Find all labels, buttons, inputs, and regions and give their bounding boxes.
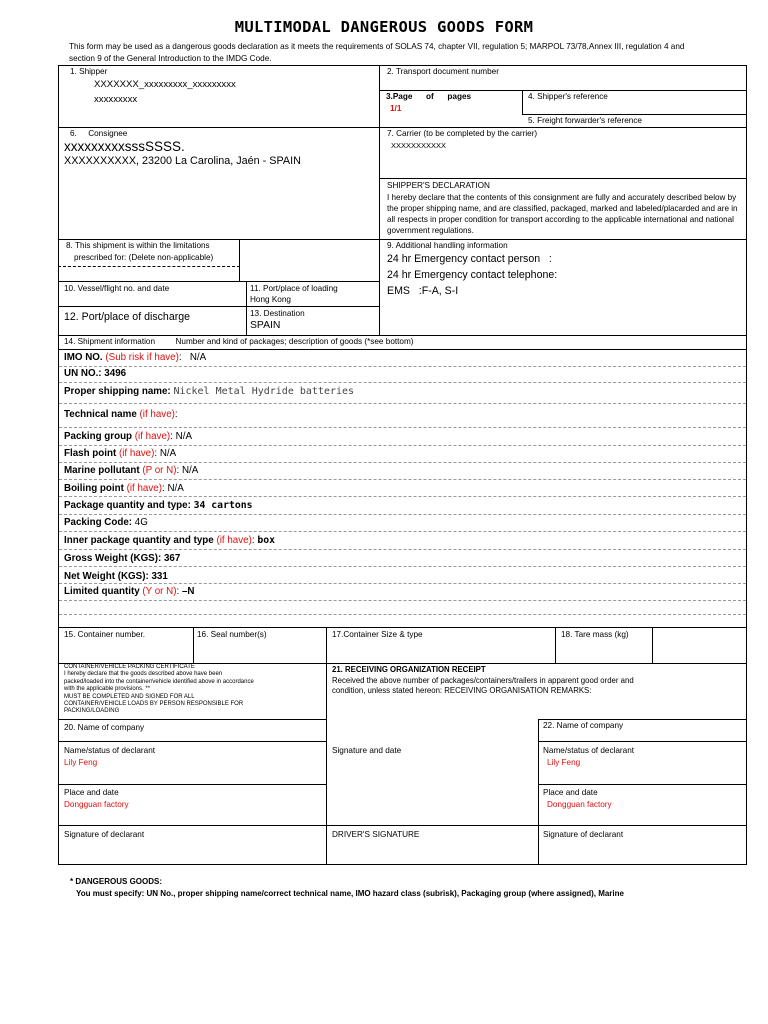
page-value[interactable]: 1/1 [390,104,402,113]
vessel-label: 10. Vessel/flight no. and date [64,284,170,293]
footnote-text: You must specify: UN No., proper shipping name/correct technical name, IMO hazard class (subrisk), Packaging group (where assigned), Marine [76,889,624,898]
page-label: 3.Page of pages [386,92,472,101]
declarant-name-left[interactable]: Lily Feng [64,758,98,767]
container-size-label: 17.Container Size & type [332,630,423,639]
limits-label: 8. This shipment is within the limitations [66,241,210,250]
signature-label-left: Signature of declarant [64,830,145,839]
intro-text: This form may be used as a dangerous goods declaration as it meets the requirements of SOLAS 74, chapter VII, regulation 5; MARPOL 73/78,Annex III, regulation 4 and section 9 of the General Introduction to the IMDG Code. [69,42,685,63]
consignee-line1[interactable]: xxxxxxxxxsssSSSS. [64,139,185,154]
receipt-text: Received the above number of packages/containers/trailers in apparent good order and condition, unless stated hereon: RECEIVING ORGANISATION REMARKS: [332,676,634,696]
declaration-text: I hereby declare that the contents of this consignment are fully and accurately described below by the proper shipping name, and are classified, packaged, marked and labeled/placarded and are in all respects in proper condition for transport according to the applicable international and national government regulations. [387,193,738,235]
loading-value[interactable]: Hong Kong [250,295,291,304]
handling-line1[interactable]: 24 hr Emergency contact person : [387,253,552,265]
shipment-label: 14. Shipment information Number and kind of packages; description of goods (*see bottom) [64,337,414,346]
marine-pollutant-row[interactable]: Marine pollutant (P or N): N/A [64,465,199,476]
signature-label-right: Signature of declarant [543,830,624,839]
packing-group-row[interactable]: Packing group (if have): N/A [64,431,192,442]
imo-row[interactable]: IMO NO. (Sub risk if have): N/A [64,352,207,363]
discharge-label: 12. Port/place of discharge [64,311,191,323]
consignee-label: 6. Consignee [70,129,128,138]
technical-name-row[interactable]: Technical name (if have): [64,409,178,420]
packing-code-row[interactable]: Packing Code: 4G [64,517,148,528]
carrier-label: 7. Carrier (to be completed by the carrier) [387,129,538,138]
freight-ref-label: 5. Freight forwarder's reference [528,116,642,125]
form-title: MULTIMODAL DANGEROUS GOODS FORM [234,18,534,36]
limits-label-2: prescribed for: (Delete non-applicable) [74,253,214,262]
handling-line2[interactable]: 24 hr Emergency contact telephone: [387,269,558,281]
gross-weight-row[interactable]: Gross Weight (KGS): 367 [64,553,181,564]
shipper-ref-label: 4. Shipper's reference [528,92,608,101]
destination-value[interactable]: SPAIN [250,320,281,331]
transport-doc-label: 2. Transport document number [387,67,499,76]
receipt-heading: 21. RECEIVING ORGANIZATION RECEIPT [332,665,486,674]
shipper-line1[interactable]: XXXXXXX_xxxxxxxxx_xxxxxxxxx [94,79,236,90]
net-weight-row[interactable]: Net Weight (KGS): 331 [64,571,168,582]
packing-certificate: CONTAINER/VEHICLE PACKING CERTIFICATE I hereby declare that the goods described above have been packed/loaded into the container/vehicle identified above in accordance with the applicable provisions. ** MUST BE COMPLETED AND SIGNED FOR ALL CONTAINER/VEHICLE LOADS BY PERSON RESPONSIBLE FOR PACKING/LOADING [64,664,254,715]
shipper-label: 1. Shipper [70,67,108,76]
boiling-point-row[interactable]: Boiling point (if have): N/A [64,483,184,494]
carrier-value[interactable]: XXXXXXXXXXX [391,141,447,150]
declaration-heading: SHIPPER'S DECLARATION [387,181,490,190]
signature-date-label: Signature and date [332,746,402,755]
seal-number-label: 16. Seal number(s) [197,630,267,639]
declarant-name-right[interactable]: Lily Feng [547,758,581,767]
shipper-line2[interactable]: xxxxxxxxx [94,94,138,105]
limited-quantity-row[interactable]: Limited quantity (Y or N): –N [64,586,195,597]
tare-mass-label: 18. Tare mass (kg) [561,630,629,639]
container-number-label: 15. Container number. [64,630,146,639]
place-date-right[interactable]: Dongguan factory [547,800,612,809]
declarant-name-label-left: Name/status of declarant [64,746,156,755]
flash-point-row[interactable]: Flash point (if have): N/A [64,448,177,459]
place-date-label-right: Place and date [543,788,598,797]
place-date-label-left: Place and date [64,788,119,797]
destination-label: 13. Destination [250,309,305,318]
inner-package-row[interactable]: Inner package quantity and type (if have): box [64,535,276,546]
handling-label: 9. Additional handling information [387,241,508,250]
driver-signature-label: DRIVER'S SIGNATURE [332,830,420,839]
package-quantity-row[interactable]: Package quantity and type: 34 cartons [64,500,253,511]
place-date-left[interactable]: Dongguan factory [64,800,129,809]
consignee-line2[interactable]: XXXXXXXXXX, 23200 La Carolina, Jaén - SPAIN [64,155,301,167]
proper-shipping-row[interactable]: Proper shipping name: Nickel Metal Hydride batteries [64,386,355,397]
footnote-heading: * DANGEROUS GOODS: [70,877,163,886]
loading-label: 11. Port/place of loading [250,284,338,293]
un-row[interactable]: UN NO.: 3496 [64,368,127,379]
company-label-left: 20. Name of company [64,723,145,732]
declarant-name-label-right: Name/status of declarant [543,746,635,755]
company-label-right: 22. Name of company [543,721,624,730]
handling-line3[interactable]: EMS :F-A, S-I [387,285,459,297]
